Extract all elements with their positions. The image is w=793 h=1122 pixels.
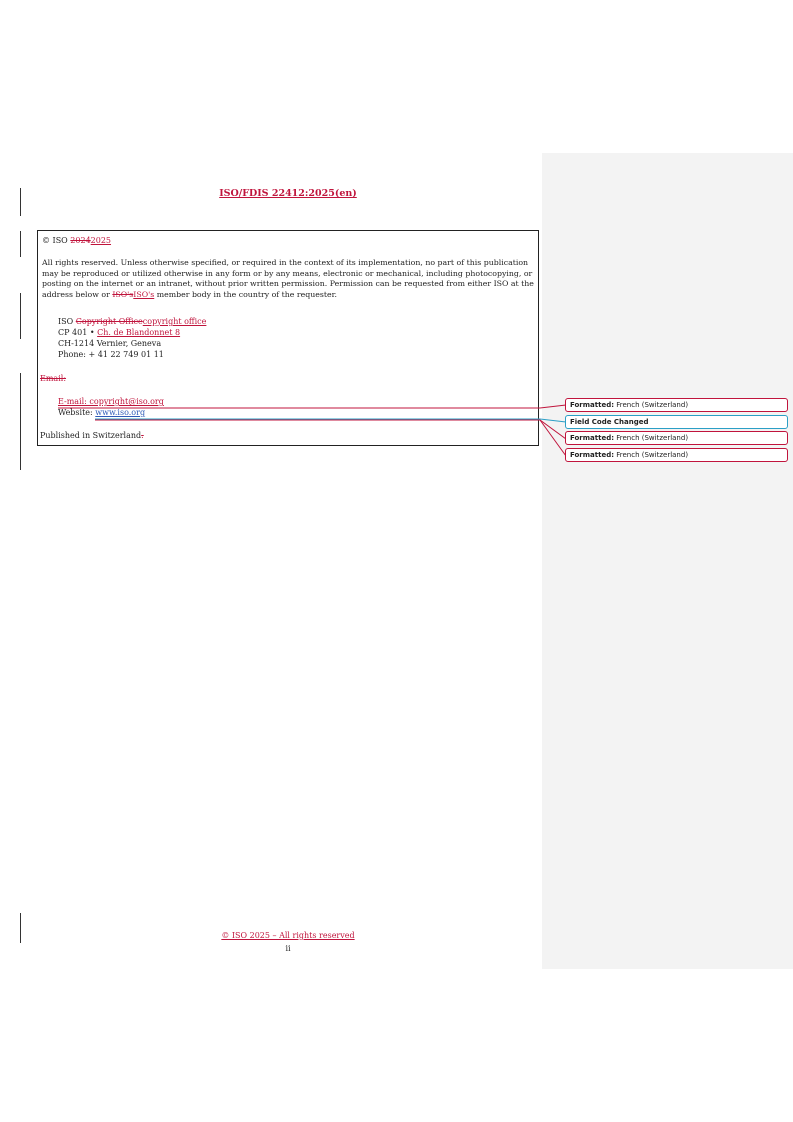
balloon-field-code-changed[interactable]: Field Code Changed: [565, 415, 788, 429]
deleted-year: 2024: [70, 236, 91, 245]
footer-copyright: © ISO 2025 – All rights reserved: [221, 931, 355, 940]
address-cp-line: CP 401 • Ch. de Blandonnet 8: [58, 328, 181, 337]
document-title: ISO/FDIS 22412:2025(en): [219, 188, 357, 199]
deleted-email-label: Email:: [40, 374, 67, 383]
published-line: Published in Switzerland.: [40, 431, 144, 440]
deleted-text: ISO's: [112, 289, 134, 299]
website-link[interactable]: www.iso.org: [95, 408, 146, 417]
rights-paragraph: All rights reserved. Unless otherwise specified, or required in the context of its implementation, no part of this publication may be reproduced or utilized otherwise in any form or by any means, electronic or mechanical, including photocopying, or posting on the internet or an intranet, without prior written permission. Permission can be requested from either ISO at the address below or ISO'sISO's member body in the country of the requester.: [42, 258, 534, 299]
deleted-text: .: [141, 431, 144, 440]
page-number: ii: [285, 944, 291, 953]
copyright-symbol: © ISO: [42, 236, 71, 245]
balloon-formatted-3[interactable]: Formatted: French (Switzerland): [565, 448, 788, 462]
change-bar: [20, 231, 21, 257]
deleted-text: Copyright Office: [75, 317, 143, 326]
inserted-year: 2025: [90, 236, 112, 245]
copyright-box: [37, 230, 539, 446]
balloon-formatted-1[interactable]: Formatted: French (Switzerland): [565, 398, 788, 412]
address-city-line: CH-1214 Vernier, Geneva: [58, 339, 162, 348]
inserted-text: Ch. de Blandonnet 8: [97, 328, 181, 337]
inserted-text: ISO's: [133, 289, 155, 299]
balloon-formatted-2[interactable]: Formatted: French (Switzerland): [565, 431, 788, 445]
change-bar: [20, 373, 21, 470]
address-phone-line: Phone: + 41 22 749 01 11: [58, 350, 164, 359]
inserted-text: copyright office: [142, 317, 207, 326]
email-line[interactable]: E-mail: copyright@iso.org: [58, 397, 164, 406]
markup-pane: [542, 153, 793, 969]
website-line: Website: www.iso.org: [58, 408, 146, 417]
address-iso-line: ISO Copyright Officecopyright office: [58, 317, 207, 326]
copyright-line: [42, 236, 111, 246]
change-bar: [20, 293, 21, 339]
